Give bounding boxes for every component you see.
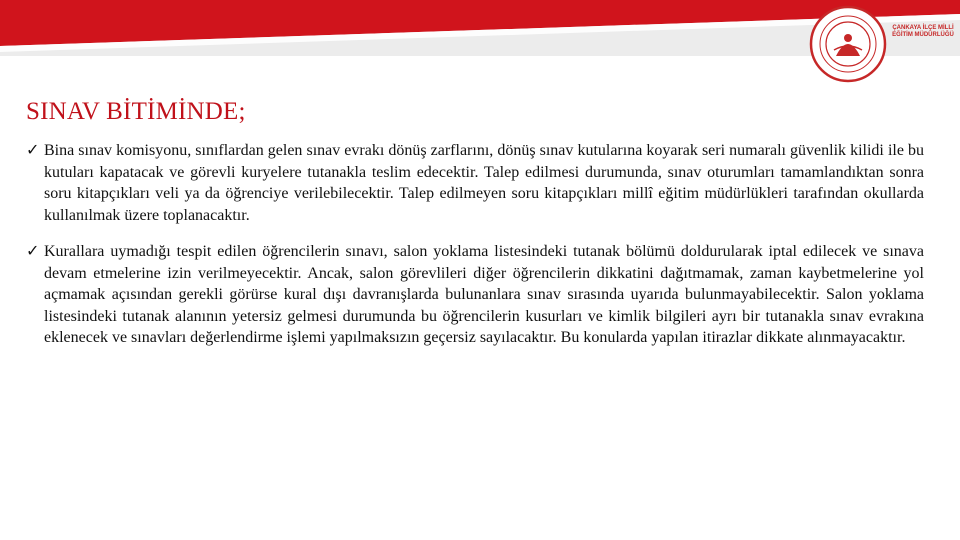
logo-caption: ÇANKAYA İLÇE MİLLİ EĞİTİM MÜDÜRLÜĞÜ [892,25,954,38]
bullet-list [26,140,924,364]
check-icon: ✓ [26,142,40,159]
page-title: SINAV BİTİMİNDE; [26,98,246,125]
bullet-text: Kurallara uymadığı tespit edilen öğrencilerin sınavı, salon yoklama listesindeki tutanak bölümü doldurularak iptal edilecek ve sınava devam etmelerine izin verilmeyecektir. Ancak, salon görevlileri diğer öğrencilerin dikkatini dağıtmamak, zaman kaybetmelerine yol açmamak açısından gerekli görürse kural dışı davranışlarda bulunanlara sınav sırasında uyarıda bulunmayabilecektir. Salon yoklama listesindeki tutanak alanının yetersiz gelmesi durumunda bu öğrencilerin kusurları ve kimlik bilgileri ayrı bir tutanakla sınav evrakına eklenecek ve sınavları değerlendirme işlemi yapılmaksızın geçersiz sayılacaktır. Bu konularda yapılan itirazlar dikkate alınmayacaktır. [44,243,924,346]
check-icon: ✓ [26,243,40,260]
ministry-logo [808,4,888,84]
list-item [26,241,924,349]
list-item [26,140,924,226]
bullet-text: Bina sınav komisyonu, sınıflardan gelen sınav evrakı dönüş zarflarını, dönüş sınav kutularına koyarak seri numaralı güvenlik kilidi ile bu kutuları kapatacak ve görevli kuryelere tutanakla teslim edecektir. Talep edilmesi durumunda, sınav oturumları tamamlandıktan sonra soru kitapçıkları veli ya da öğrenciye verilebilecektir. Talep edilmeyen soru kitapçıkları millî eğitim müdürlükleri tarafından okullarda kullanılmak üzere toplanacaktır. [44,142,924,224]
